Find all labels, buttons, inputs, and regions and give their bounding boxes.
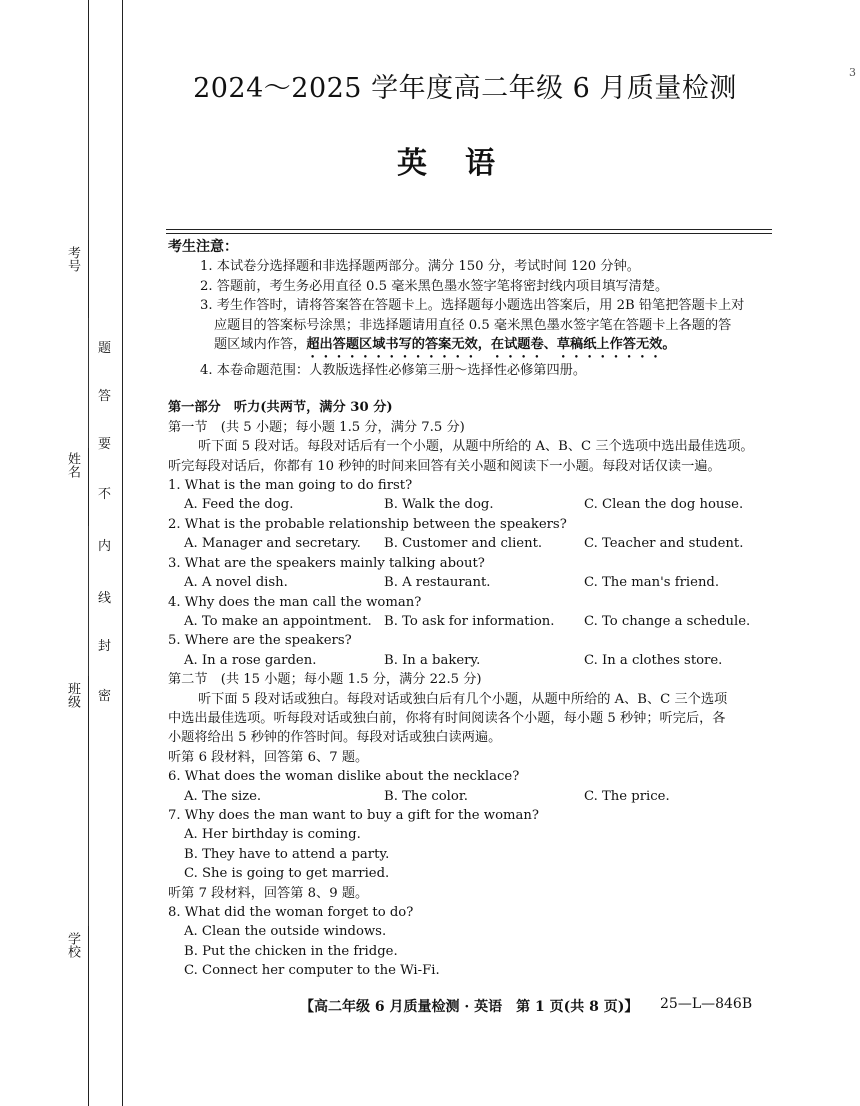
notice-text: 题区域内作答， (214, 337, 307, 353)
subject-title: 英语 (397, 146, 533, 181)
option-b[interactable]: B. To ask for information. (384, 613, 555, 629)
divider-rule (166, 229, 772, 230)
notice-emphasis: 超出答题区域书写的答案无效，在试题卷、草稿纸上作答无效。 (306, 337, 676, 353)
page-title: 2024～2025 学年度高二年级 6 月质量检测 (193, 73, 737, 104)
question: 4. Why does the man call the woman? (168, 594, 422, 610)
question: 3. What are the speakers mainly talking about? (168, 555, 485, 571)
option-a[interactable]: A. A novel dish. (184, 575, 288, 591)
section2-heading: 第二节 (共 15 小题；每小题 1.5 分，满分 22.5 分) (168, 672, 482, 688)
exam-no-label: 考号 (65, 246, 80, 272)
notice-item-continued (168, 335, 774, 361)
section1-instructions-cont: 听完每段对话后，你都有 10 秒钟的时间来回答有关小题和阅读下一小题。每段对话仅读一遍。 (168, 458, 721, 474)
school-label: 学校 (65, 932, 80, 958)
seal-char: 线 (98, 591, 112, 606)
seal-char: 密 (98, 689, 112, 704)
exam-content (168, 238, 774, 981)
option-b[interactable]: B. Walk the dog. (384, 497, 494, 513)
section2-instructions-cont: 中选出最佳选项。听每段对话或独白前，你将有时间阅读各个小题，每小题 5 秒钟；听完后，各 (168, 710, 726, 726)
seal-char: 要 (98, 437, 112, 452)
part1-heading: 第一部分 听力(共两节，满分 30 分) (168, 400, 393, 416)
class-label: 班级 (65, 682, 80, 708)
notice-heading: 考生注意： (168, 239, 238, 255)
material-label: 听第 7 段材料，回答第 8、9 题。 (168, 885, 369, 901)
question: 1. What is the man going to do first? (168, 478, 413, 494)
option-c[interactable]: C. To change a schedule. (584, 613, 751, 629)
options-row (168, 573, 774, 592)
option-c[interactable]: C. She is going to get married. (184, 866, 390, 882)
option-b[interactable]: B. Customer and client. (384, 536, 543, 552)
question: 2. What is the probable relationship between the speakers? (168, 516, 567, 532)
option-a[interactable]: A. Feed the dog. (184, 497, 294, 513)
option-a[interactable]: A. Manager and secretary. (184, 536, 361, 552)
section1-heading: 第一节 (共 5 小题；每小题 1.5 分，满分 7.5 分) (168, 419, 465, 435)
options-row (168, 495, 774, 514)
option-c[interactable]: C. The man's friend. (584, 575, 720, 591)
option-c[interactable]: C. Teacher and student. (584, 536, 744, 552)
paper-code: 25—L—846B (660, 996, 753, 1012)
name-label: 姓名 (65, 452, 80, 478)
page-footer: 【高二年级 6 月质量检测 · 英语 第 1 页(共 8 页)】 (300, 999, 639, 1015)
corner-mark: 3 (849, 66, 856, 79)
section1-instructions: 听下面 5 段对话。每段对话后有一个小题，从题中所给的 A、B、C 三个选项中选出最佳选项。 (198, 439, 754, 455)
question: 5. Where are the speakers? (168, 633, 352, 649)
seal-char: 答 (98, 389, 112, 404)
seal-char: 内 (98, 539, 112, 554)
notice-item: 1. 本试卷分选择题和非选择题两部分。满分 150 分，考试时间 120 分钟。 (200, 259, 640, 275)
school-field[interactable] (88, 760, 89, 926)
binding-line-inner (122, 0, 123, 1106)
options-row (168, 612, 774, 631)
option-b[interactable]: B. A restaurant. (384, 575, 491, 591)
notice-item-continued: 应题目的答案标号涂黑；非选择题请用直径 0.5 毫米黑色墨水签字笔在答题卡上各题的答 (214, 317, 732, 333)
seal-char: 不 (98, 487, 112, 502)
divider-rule-thin (166, 233, 772, 234)
options-row (168, 651, 774, 670)
seal-char: 封 (98, 639, 112, 654)
option-b[interactable]: B. Put the chicken in the fridge. (184, 943, 398, 959)
option-a[interactable]: A. To make an appointment. (184, 613, 372, 629)
seal-char: 题 (98, 341, 112, 356)
exam-no-field[interactable] (88, 100, 89, 240)
option-c[interactable]: C. The price. (584, 788, 670, 804)
option-b[interactable]: B. The color. (384, 788, 468, 804)
option-a[interactable]: A. Her birthday is coming. (184, 827, 361, 843)
options-row (168, 787, 774, 806)
material-label: 听第 6 段材料，回答第 6、7 题。 (168, 749, 369, 765)
notice-item: 4. 本卷命题范围：人教版选择性必修第三册～选择性必修第四册。 (200, 363, 587, 379)
name-field[interactable] (88, 318, 89, 448)
section2-instructions: 听下面 5 段对话或独白。每段对话或独白后有几个小题，从题中所给的 A、B、C 三个选项 (198, 691, 728, 707)
option-c[interactable]: C. In a clothes store. (584, 652, 723, 668)
option-b[interactable]: B. They have to attend a party. (184, 846, 390, 862)
section2-instructions-cont: 小题将给出 5 秒钟的作答时间。每段对话或独白读两遍。 (168, 730, 502, 746)
options-row (168, 534, 774, 553)
option-a[interactable]: A. In a rose garden. (184, 652, 317, 668)
question: 6. What does the woman dislike about the necklace? (168, 769, 520, 785)
question: 8. What did the woman forget to do? (168, 905, 414, 920)
notice-item: 2. 答题前，考生务必用直径 0.5 毫米黑色墨水签字笔将密封线内项目填写清楚。 (200, 278, 669, 294)
option-c[interactable]: C. Clean the dog house. (584, 497, 744, 513)
notice-item: 3. 考生作答时，请将答案答在答题卡上。选择题每小题选出答案后，用 2B 铅笔把答题卡上对 (200, 298, 745, 314)
class-field[interactable] (88, 526, 89, 676)
option-a[interactable]: A. Clean the outside windows. (184, 924, 387, 940)
option-c[interactable]: C. Connect her computer to the Wi-Fi. (184, 963, 440, 979)
question: 7. Why does the man want to buy a gift for the woman? (168, 807, 539, 823)
option-a[interactable]: A. The size. (184, 788, 262, 804)
option-b[interactable]: B. In a bakery. (384, 652, 481, 668)
